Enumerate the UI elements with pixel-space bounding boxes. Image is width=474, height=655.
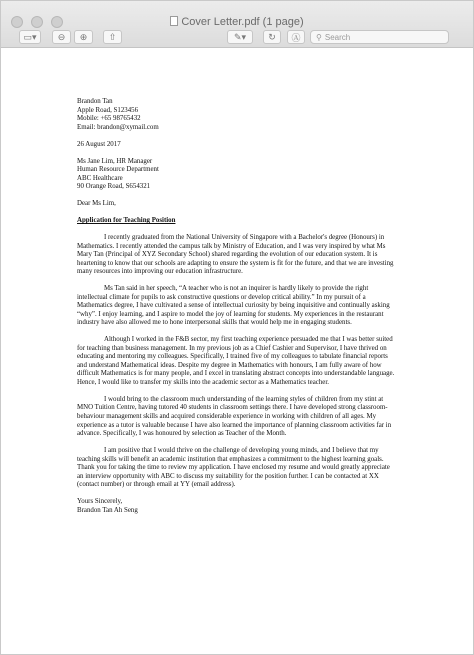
paragraph: I am positive that I would thrive on the challenge of developing young minds, and I believe that my teaching skills will benefit an academic institution that emphasizes a commitment to the highest learning goals. Thank you for taking the time to review my application. I have enclosed my resume and would greatly appreciate an interview opportunity with ABC to discuss my suitability for the position further. I can be contacted at XX (contact number) or through email at YY (email address). [77,447,390,489]
zoom-in-button[interactable] [74,30,93,44]
search-field[interactable] [310,30,449,44]
rotate-icon: ↻ [268,31,276,42]
recipient-department: Human Resource Department [77,166,159,174]
signature-name: Brandon Tan Ah Seng [77,506,138,514]
zoom-out-button[interactable] [52,30,71,44]
paragraph: I would bring to the classroom much understanding of the learning styles of children from my stint at MNO Tuition Centre, having tutored 40 students in classroom settings there. I have developed strong classroom-behaviour management skills and acquired considerable experience in working with children of all ages. My experience as a tutor is valuable because I have also learned the importance of planning classroom activities far in advance. Specifically, I was honoured by selection as Teacher of the Month. [77,395,392,438]
rotate-button[interactable] [263,30,281,44]
search-icon: ⚲ [316,32,322,42]
recipient-address: 90 Orange Road, S654321 [77,183,151,191]
sidebar-icon: ▭▾ [23,31,37,42]
paragraph: I recently graduated from the National University of Singapore with a Bachelor's degree (Honours) in Mathematics. I recently attended the campus talk by Ministry of Education, and I was very inspired by what Ms Mary Tan (Principal of XYZ Secondary School) shared regarding the evolution of our education system. It is heartening to know that our schools are adapting to ensure the system is fit for the future, and that we are investing many resources into improving our education infrastructure. [77,233,394,276]
share-icon: ⇧ [108,31,117,42]
letter-page [77,98,395,515]
zoom-in-icon: ⊕ [79,31,88,42]
pen-icon: ✎▾ [233,31,247,42]
document-icon [170,16,178,26]
salutation: Dear Ms Lim, [77,200,116,208]
search-placeholder: Search [324,32,351,42]
sender-name: Brandon Tan [77,98,113,105]
sender-mobile: Mobile: +65 98765432 [77,115,141,123]
sidebar-toggle-button[interactable] [19,30,41,44]
document-view[interactable] [1,48,473,654]
subject-heading: Application for Teaching Position [77,217,176,225]
sender-address: Apple Road, S123456 [77,106,139,114]
window-title [1,16,473,28]
recipient-name: Ms Jane Lim, HR Manager [77,157,153,165]
window-title-text: Cover Letter.pdf (1 page) [181,16,304,28]
closing: Yours Sincerely, [77,498,123,506]
letter-date: 26 August 2017 [77,140,121,148]
paragraph: Although I worked in the F&B sector, my first teaching experience persuaded me that I was better suited for teaching than business management. In my previous job as a Chief Cashier and Supervisor, I have thrived on educating and mentoring my colleagues. Specifically, I trained five of my colleagues to tabulate financial reports and understand Mathematical ideas. Despite my degree in Mathematics with honours, I am fully aware of how difficult Mathematics is for many people, and I excel in translating abstract concepts into understandable language. Hence, I would like to transfer my skills into the academic sector as a Mathematics teacher. [77,336,395,386]
annotate-button[interactable] [287,30,305,44]
zoom-out-icon: ⊖ [57,31,66,42]
markup-button[interactable] [227,30,253,44]
title-bar [1,1,473,48]
sender-email: Email: brandon@xymail.com [77,123,159,131]
annotate-icon: Ⓐ [291,32,301,43]
paragraph: Ms Tan said in her speech, “A teacher who is not an inquirer is hardly likely to provide the right intellectual climate for pupils to ask constructive questions or develop critical ability.” In my pursuit of a Mathematics degree, I have cultivated a sense of intellectual curiosity by being inquisitive and continually asking “why”. I enjoy learning, and I aspire to model the joy of learning for students. My experiences in the restaurant industry have also allowed me to hone interpersonal skills that would help me in engaging students. [77,285,390,327]
recipient-company: ABC Healthcare [77,174,123,182]
share-button[interactable] [103,30,122,44]
toolbar [1,30,473,46]
